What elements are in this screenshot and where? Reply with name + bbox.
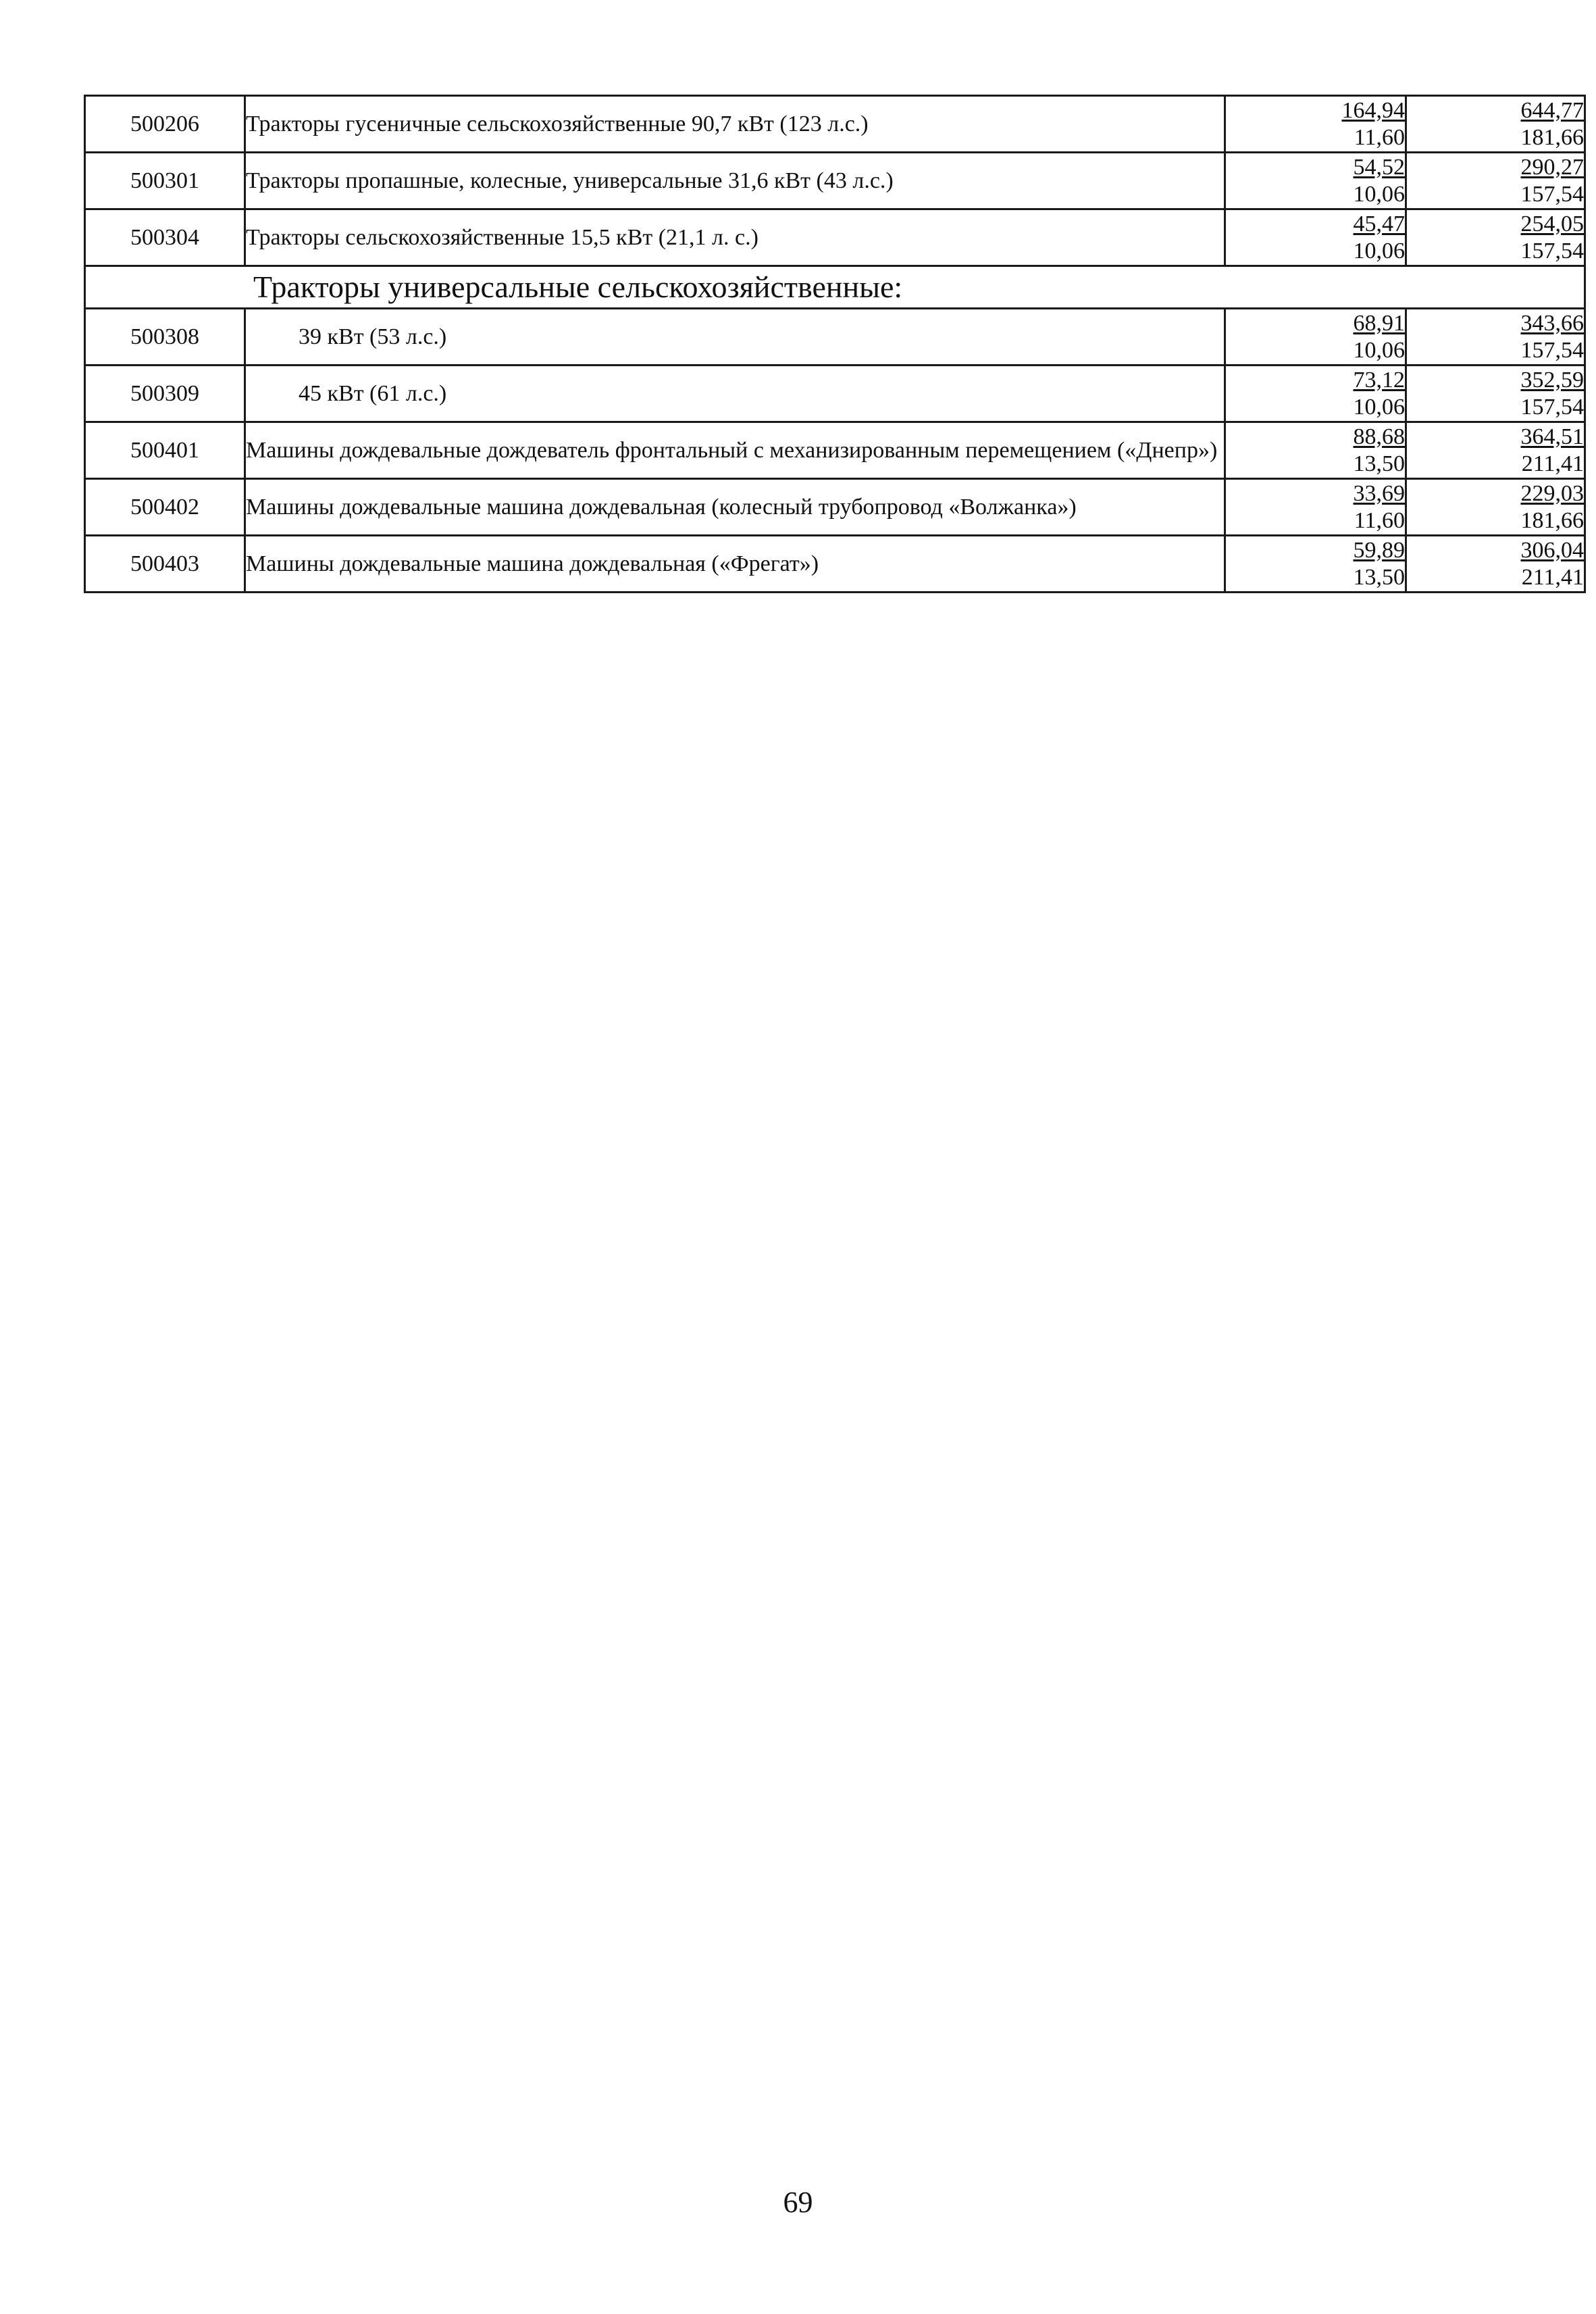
row-value-v1 [1225, 153, 1406, 209]
row-code: 500401 [85, 422, 245, 479]
value-top: 59,89 [1353, 537, 1405, 563]
table-row [85, 479, 1585, 536]
row-code: 500402 [85, 479, 245, 536]
value-top: 54,52 [1353, 154, 1405, 180]
table-row [85, 422, 1585, 479]
value-top: 644,77 [1520, 97, 1584, 123]
value-top: 164,94 [1341, 97, 1405, 123]
row-value-v2 [1406, 479, 1585, 536]
row-value-v1 [1225, 209, 1406, 266]
row-code: 500301 [85, 153, 245, 209]
value-top: 229,03 [1520, 480, 1584, 506]
table-row [85, 153, 1585, 209]
row-name: Тракторы сельскохозяйственные 15,5 кВт (21,1 л. с.) [245, 209, 1225, 266]
row-value-v2 [1406, 536, 1585, 593]
row-name: 39 кВт (53 л.с.) [245, 309, 1225, 366]
value-top: 88,68 [1353, 424, 1405, 449]
value-bottom: 11,60 [1354, 507, 1405, 533]
row-value-v1 [1225, 536, 1406, 593]
row-value-v1 [1225, 366, 1406, 422]
row-value-v2 [1406, 422, 1585, 479]
row-code: 500403 [85, 536, 245, 593]
value-bottom: 157,54 [1520, 394, 1584, 420]
row-value-v1 [1225, 422, 1406, 479]
value-top: 290,27 [1520, 154, 1584, 180]
value-top: 33,69 [1353, 480, 1405, 506]
price-table-body [85, 96, 1585, 593]
value-bottom: 13,50 [1353, 451, 1405, 476]
value-top: 254,05 [1520, 211, 1584, 236]
row-value-v2 [1406, 209, 1585, 266]
value-top: 364,51 [1520, 424, 1584, 449]
row-value-v1 [1225, 96, 1406, 153]
value-bottom: 211,41 [1521, 451, 1584, 476]
row-code: 500309 [85, 366, 245, 422]
page-number: 69 [783, 2186, 813, 2219]
section-title: Тракторы универсальные сельскохозяйственные: [85, 266, 1585, 309]
row-value-v2 [1406, 366, 1585, 422]
value-bottom: 157,54 [1520, 238, 1584, 263]
table-row [85, 309, 1585, 366]
value-bottom: 13,50 [1353, 564, 1405, 590]
row-name: Машины дождевальные машина дождевальная (колесный трубопровод «Волжанка») [245, 479, 1225, 536]
value-bottom: 11,60 [1354, 124, 1405, 150]
value-top: 306,04 [1520, 537, 1584, 563]
value-bottom: 157,54 [1520, 181, 1584, 207]
row-value-v1 [1225, 479, 1406, 536]
value-top: 68,91 [1353, 310, 1405, 336]
section-header-row [85, 266, 1585, 309]
row-code: 500304 [85, 209, 245, 266]
row-name: Машины дождевальные дождеватель фронтальный с механизированным перемещением («Днепр») [245, 422, 1225, 479]
row-value-v1 [1225, 309, 1406, 366]
row-value-v2 [1406, 153, 1585, 209]
table-row [85, 209, 1585, 266]
row-value-v2 [1406, 309, 1585, 366]
value-top: 343,66 [1520, 310, 1584, 336]
table-row [85, 366, 1585, 422]
value-bottom: 181,66 [1520, 507, 1584, 533]
value-top: 73,12 [1353, 367, 1405, 393]
row-name: 45 кВт (61 л.с.) [245, 366, 1225, 422]
row-name: Тракторы пропашные, колесные, универсальные 31,6 кВт (43 л.с.) [245, 153, 1225, 209]
price-table [84, 95, 1586, 593]
value-bottom: 157,54 [1520, 337, 1584, 363]
value-bottom: 10,06 [1353, 337, 1405, 363]
value-bottom: 10,06 [1353, 238, 1405, 263]
row-value-v2 [1406, 96, 1585, 153]
table-row [85, 536, 1585, 593]
row-code: 500308 [85, 309, 245, 366]
row-name: Машины дождевальные машина дождевальная («Фрегат») [245, 536, 1225, 593]
value-bottom: 211,41 [1521, 564, 1584, 590]
value-top: 45,47 [1353, 211, 1405, 236]
table-row [85, 96, 1585, 153]
value-bottom: 10,06 [1353, 394, 1405, 420]
row-name: Тракторы гусеничные сельскохозяйственные 90,7 кВт (123 л.с.) [245, 96, 1225, 153]
value-bottom: 181,66 [1520, 124, 1584, 150]
value-top: 352,59 [1520, 367, 1584, 393]
value-bottom: 10,06 [1353, 181, 1405, 207]
row-code: 500206 [85, 96, 245, 153]
